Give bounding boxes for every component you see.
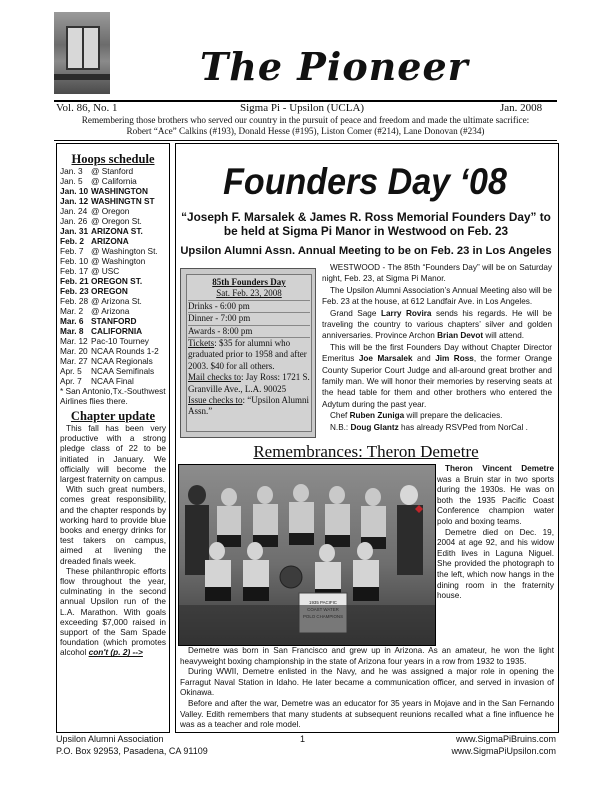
bio-paragraph: Before and after the war, Demetre was an educator for 35 years in Mojave and in the San Fernando Valley. Edith remembers that many students at subsequent reunions recalled what a fine influence he was as a teacher and role model. bbox=[180, 698, 554, 730]
schedule-opponent: NCAA Final bbox=[91, 376, 134, 386]
schedule-date: Mar. 6 bbox=[60, 316, 84, 326]
schedule-row bbox=[60, 246, 166, 256]
schedule-opponent: ARIZONA ST. bbox=[91, 226, 143, 236]
schedule-opponent: WASHINGTN ST bbox=[91, 196, 155, 206]
person-name: Larry Rovira bbox=[380, 308, 432, 318]
chapter-paragraph bbox=[60, 566, 166, 658]
schedule-date: Feb. 10 bbox=[60, 256, 89, 266]
schedule-opponent: @ Washington bbox=[91, 256, 146, 266]
schedule-opponent: WASHINGTON bbox=[91, 186, 149, 196]
schedule-row bbox=[60, 166, 166, 176]
bio-paragraph bbox=[437, 464, 554, 528]
remembrances-body bbox=[180, 646, 554, 731]
schedule-date: Mar. 2 bbox=[60, 306, 84, 316]
page-number: 1 bbox=[300, 734, 306, 744]
footer-website-bruins[interactable]: www.SigmaPiBruins.com bbox=[455, 734, 556, 744]
schedule-row bbox=[60, 186, 166, 196]
schedule-opponent: Pac-10 Tourney bbox=[91, 336, 149, 346]
schedule-date: Apr. 7 bbox=[60, 376, 82, 386]
memorial-text bbox=[54, 115, 557, 137]
schedule-opponent: @ Washington St. bbox=[91, 246, 158, 256]
team-photo bbox=[178, 464, 436, 646]
volume-label: Vol. 86, No. 1 bbox=[56, 102, 118, 114]
schedule-date: Mar. 12 bbox=[60, 336, 88, 346]
event-tickets bbox=[188, 338, 310, 372]
schedule-row bbox=[60, 296, 166, 306]
article-paragraph bbox=[322, 308, 552, 342]
continued-link[interactable]: con't (p. 2) --> bbox=[88, 647, 143, 658]
article-text: This will be the first Founders Day without Chapter Director Emeritus bbox=[322, 342, 552, 364]
hoops-schedule-list bbox=[60, 166, 166, 386]
event-awards: Awards - 8:00 pm bbox=[188, 326, 310, 338]
schedule-row bbox=[60, 276, 166, 286]
schedule-row bbox=[60, 346, 166, 356]
schedule-row bbox=[60, 376, 166, 386]
footer-website-upsilon[interactable]: www.SigmaPiUpsilon.com bbox=[451, 746, 556, 756]
person-name: Theron Vincent Demetre bbox=[445, 464, 554, 473]
schedule-row bbox=[60, 226, 166, 236]
person-name: Jim Ross bbox=[435, 354, 474, 364]
person-name: Joe Marsalek bbox=[358, 354, 413, 364]
schedule-row bbox=[60, 286, 166, 296]
schedule-row bbox=[60, 316, 166, 326]
footer-address: P.O. Box 92953, Pasadena, CA 91109 bbox=[56, 746, 208, 756]
schedule-date: Jan. 10 bbox=[60, 186, 89, 196]
event-info-box bbox=[180, 268, 316, 438]
remembrances-heading: Remembrances: Theron Demetre bbox=[253, 442, 479, 461]
schedule-opponent: NCAA Regionals bbox=[91, 356, 153, 366]
schedule-date: Feb. 17 bbox=[60, 266, 89, 276]
issue-text: : “Upsilon Alumni Assn.” bbox=[188, 395, 309, 417]
founders-article bbox=[322, 262, 552, 433]
masthead-title: The Pioneer bbox=[200, 44, 469, 89]
article-paragraph bbox=[322, 410, 552, 421]
schedule-row bbox=[60, 196, 166, 206]
article-text: sends his regards. He will be traveling the country to various chapters’ silver and golden anniversaries. Province Archon bbox=[322, 308, 552, 341]
schedule-row bbox=[60, 266, 166, 276]
schedule-date: Feb. 23 bbox=[60, 286, 89, 296]
bio-paragraph: Demetre was born in San Francisco and grew up in Arizona. As an amateur, he won the light heavyweight boxing championship in the state of Arizona four years in a row from 1932 to 1935. bbox=[180, 646, 554, 666]
photo-sign-text: 1935 PACIFIC bbox=[309, 600, 337, 605]
schedule-opponent: ARIZONA bbox=[91, 236, 129, 246]
sidebar bbox=[60, 152, 166, 658]
headline: Founders Day ‘08 bbox=[223, 161, 507, 202]
schedule-row bbox=[60, 356, 166, 366]
article-paragraph: WESTWOOD - The 85th “Founders Day” will be on Saturday night, Feb. 23, at Sigma Pi Manor. bbox=[322, 263, 552, 284]
article-paragraph bbox=[322, 342, 552, 410]
tickets-label: Tickets bbox=[188, 338, 215, 349]
schedule-row bbox=[60, 206, 166, 216]
schedule-row bbox=[60, 336, 166, 346]
schedule-opponent: @ USC bbox=[91, 266, 120, 276]
hoops-heading: Hoops schedule bbox=[71, 152, 155, 166]
subheadline-meeting: Upsilon Alumni Assn. Annual Meeting to be on Feb. 23 in Los Angeles bbox=[180, 245, 552, 257]
article-text: will prepare the delicacies. bbox=[404, 411, 503, 421]
article-text: Grand Sage bbox=[330, 308, 381, 318]
schedule-date: Jan. 31 bbox=[60, 226, 89, 236]
article-text: will attend. bbox=[483, 331, 525, 341]
person-name: Brian Devot bbox=[437, 331, 484, 341]
schedule-opponent: OREGON bbox=[91, 286, 128, 296]
remembrances-bio bbox=[437, 464, 554, 602]
schedule-date: Feb. 2 bbox=[60, 236, 84, 246]
schedule-date: Feb. 28 bbox=[60, 296, 89, 306]
mail-text: : Jay Ross: 1721 S. Granville Ave., L.A. 90025 bbox=[188, 372, 310, 394]
schedule-row bbox=[60, 256, 166, 266]
schedule-row bbox=[60, 216, 166, 226]
event-title: 85th Founders Day bbox=[212, 277, 286, 287]
article-text: Chef bbox=[330, 411, 350, 421]
memorial-names: Robert “Ace” Calkins (#193), Donald Hesse (#195), Liston Comer (#214), Lane Donovan (#234) bbox=[126, 126, 485, 136]
schedule-row bbox=[60, 306, 166, 316]
event-date: Sat. Feb. 23, 2008 bbox=[188, 288, 310, 300]
article-text: N.B.: bbox=[330, 422, 351, 432]
schedule-date: Jan. 24 bbox=[60, 206, 88, 216]
schedule-date: Mar. 20 bbox=[60, 346, 88, 356]
bio-paragraph: Demetre died on Dec. 19, 2004 at age 92, and his widow Edith lives in Laguna Niguel. She provided the photograph to the left, which now hangs in the dining room in the fraternity house. bbox=[437, 527, 554, 601]
organization-label: Sigma Pi - Upsilon (UCLA) bbox=[240, 102, 365, 114]
article-paragraph: The Upsilon Alumni Association’s Annual Meeting also will be Feb. 23 at the house, at 612 Landfair Ave. in Los Angeles. bbox=[322, 285, 552, 307]
event-drinks: Drinks - 6:00 pm bbox=[188, 301, 310, 313]
article-text: , the former Orange County Superior Court Judge and all-around great brother and family man. We will honor their memories by reserving seats at the head table for them and other brothers who entered the Adytum during the past year. bbox=[322, 354, 553, 409]
schedule-row bbox=[60, 326, 166, 336]
masthead-rule-bottom bbox=[54, 140, 557, 141]
bio-text: was a Bruin star in two sports during the 1930s. He was on both the 1935 Pacific Coast Conference champion water polo and boxing teams. bbox=[437, 474, 554, 526]
chapter-paragraph-text: These philanthropic efforts flow throughout the year, culminating in the second annual Upsilon run of the L.A. Marathon. With goals exceeding $7,000 raised in support of the Sam Spade foundation (which promotes alcohol bbox=[60, 565, 166, 658]
schedule-opponent: NCAA Rounds 1-2 bbox=[91, 346, 159, 356]
schedule-row bbox=[60, 236, 166, 246]
schedule-opponent: CALIFORNIA bbox=[91, 326, 143, 336]
schedule-date: Feb. 21 bbox=[60, 276, 89, 286]
tickets-text: : $35 for alumni who graduated prior to 1958 and after 2003. $40 for all others. bbox=[188, 338, 307, 371]
event-info-inner bbox=[186, 274, 312, 432]
schedule-date: Jan. 12 bbox=[60, 196, 89, 206]
schedule-opponent: OREGON ST. bbox=[91, 276, 143, 286]
chapter-heading: Chapter update bbox=[70, 409, 156, 423]
schedule-date: Apr. 5 bbox=[60, 366, 82, 376]
person-name: Ruben Zuniga bbox=[349, 411, 405, 421]
schedule-opponent: @ Arizona bbox=[91, 306, 130, 316]
schedule-date: Jan. 3 bbox=[60, 166, 83, 176]
chapter-update-text bbox=[60, 423, 166, 658]
person-name: Doug Glantz bbox=[350, 422, 399, 432]
schedule-row bbox=[60, 176, 166, 186]
team-photo-image bbox=[179, 465, 435, 645]
schedule-date: Feb. 7 bbox=[60, 246, 84, 256]
chapter-paragraph: This fall has been very productive with a strong pledge class of 22 to be initiated in January. We officially will become the largest fraternity on campus. bbox=[60, 423, 166, 485]
event-dinner: Dinner - 7:00 pm bbox=[188, 313, 310, 325]
schedule-opponent: @ Arizona St. bbox=[91, 296, 142, 306]
footer-association: Upsilon Alumni Association bbox=[56, 734, 164, 744]
schedule-opponent: NCAA Semifinals bbox=[91, 366, 155, 376]
schedule-date: Mar. 27 bbox=[60, 356, 88, 366]
schedule-opponent: @ Oregon St. bbox=[91, 216, 142, 226]
issue-date: Jan. 2008 bbox=[500, 102, 543, 114]
issue-label: Issue checks to bbox=[188, 395, 243, 406]
memorial-line: Remembering those brothers who served our country in the pursuit of peace and freedom and made the ultimate sacrifice: bbox=[81, 115, 530, 125]
schedule-date: Mar. 8 bbox=[60, 326, 84, 336]
schedule-row bbox=[60, 366, 166, 376]
article-text: has already RSVPed from NorCal . bbox=[398, 422, 528, 432]
subheadline-founders: “Joseph F. Marsalek & James R. Ross Memorial Founders Day” to be held at Sigma Pi Manor in Westwood on Feb. 23 bbox=[181, 210, 551, 238]
article-paragraph bbox=[322, 422, 552, 433]
event-mail bbox=[188, 372, 310, 395]
hoops-note: * San Antonio,Tx.-Southwest Airlines flies there. bbox=[60, 386, 166, 406]
schedule-opponent: @ Stanford bbox=[91, 166, 134, 176]
mail-label: Mail checks to bbox=[188, 372, 241, 383]
schedule-date: Jan. 26 bbox=[60, 216, 88, 226]
article-text: and bbox=[412, 354, 436, 364]
masthead-photo bbox=[54, 12, 110, 94]
bio-paragraph: During WWII, Demetre enlisted in the Navy, and he was assigned a major role in opening the Farragut Naval Station in Idaho. He later became a communication officer, and served in invasion of Okinawa. bbox=[180, 667, 554, 698]
schedule-opponent: @ Oregon bbox=[91, 206, 130, 216]
event-issue bbox=[188, 395, 310, 418]
schedule-opponent: STANFORD bbox=[91, 316, 137, 326]
schedule-opponent: @ California bbox=[91, 176, 137, 186]
chapter-paragraph: With such great numbers, comes great responsibility, and the chapter responds by working hard to provide blue books and energy drinks for test takers on campus, aimed at livening the dreaded finals week. bbox=[60, 484, 166, 566]
schedule-date: Jan. 5 bbox=[60, 176, 83, 186]
